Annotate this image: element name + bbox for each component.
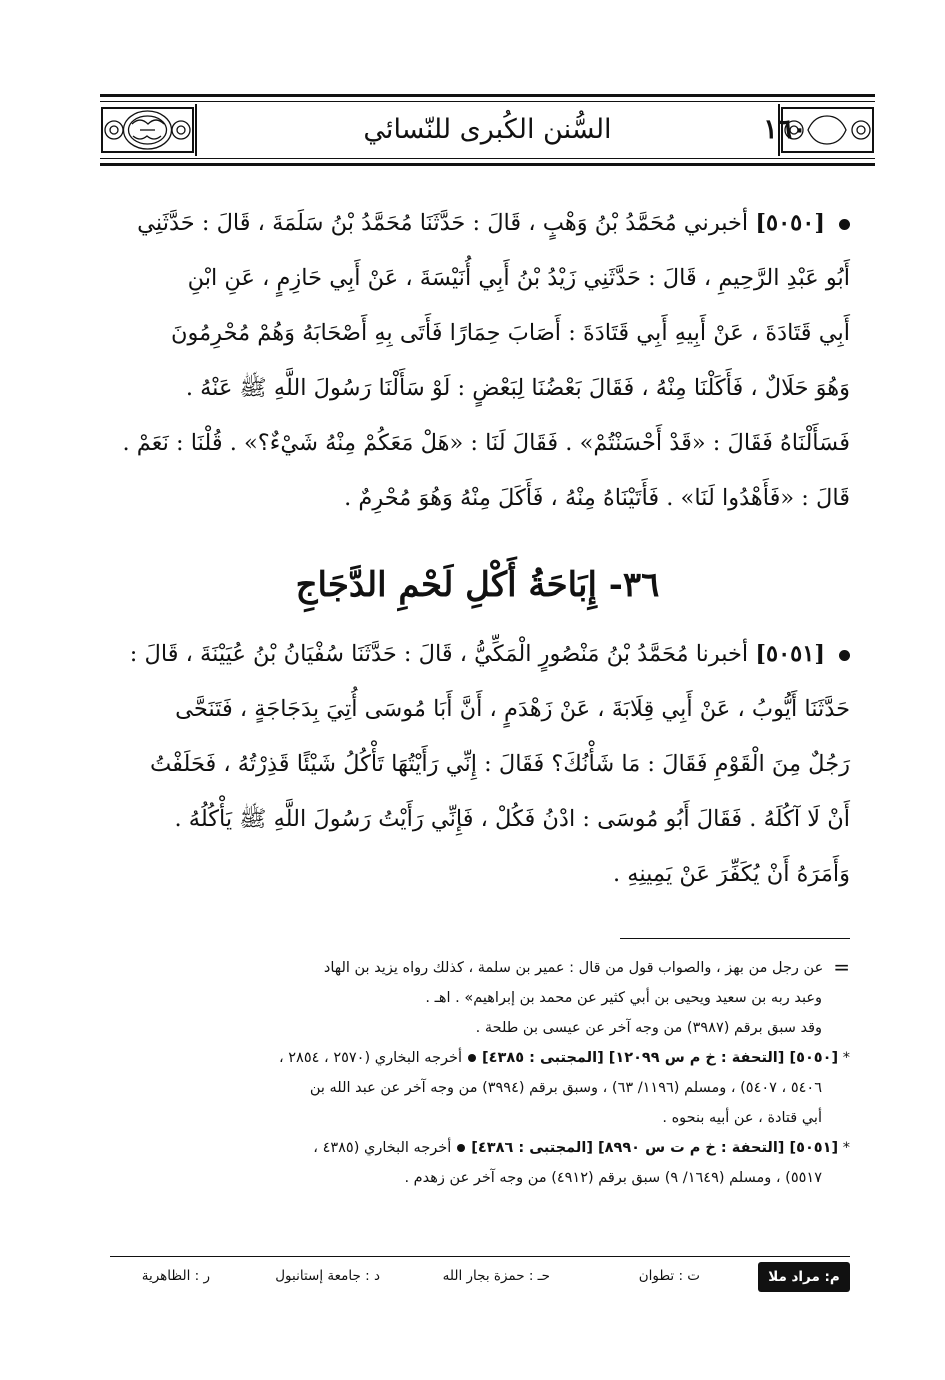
- ornament-medallion-icon: [100, 106, 195, 154]
- header-rule-top: [100, 94, 875, 97]
- footnote-line: وقد سبق برقم (٣٩٨٧) من وجه آخر عن عيسى بن طلحة .: [475, 1020, 822, 1036]
- footnote-separator: [620, 938, 850, 939]
- sigla-separator: [110, 1256, 850, 1257]
- hadith-line: قَالَ : «فَأَهْدُوا لَنَا» . فَأَتَيْنَاهُ مِنْهُ ، فَأَكَلَ مِنْهُ وَهُوَ مُحْرِمٌ .: [344, 485, 850, 511]
- bullet-icon: [839, 219, 850, 230]
- footnotes: [105, 952, 850, 1193]
- hadith-5051: [105, 627, 850, 902]
- hadith-5050: [105, 196, 850, 526]
- footnote-lead: [٥٠٥٠] [التحفة : خ م س ١٢٠٩٩] [المجتبى : ٤٣٨٥]: [482, 1050, 839, 1066]
- bullet-icon: [468, 1054, 476, 1062]
- footnote-text: أخرجه البخاري (٤٣٨٥ ،: [313, 1140, 452, 1156]
- hadith-line: [105, 627, 850, 682]
- hadith-number: [٥٠٥١]: [755, 641, 825, 667]
- footnote-lead: [٥٠٥١] [التحفة : خ م ت س ٨٩٩٠] [المجتبى : ٤٣٨٦]: [471, 1140, 839, 1156]
- star-mark: *: [842, 1140, 850, 1156]
- header-rule-top-inner: [100, 101, 875, 102]
- hadith-line: رَجُلٌ مِنَ الْقَوْمِ فَقَالَ : مَا شَأْنُكَ؟ فَقَالَ : إِنِّي رَأَيْتُهَا تَأْكُلُ شَيْئًا قَذِرْتُهُ ، فَحَلَفْتُ: [150, 751, 850, 777]
- hadith-line: وَأَمَرَهُ أَنْ يُكَفِّرَ عَنْ يَمِينِهِ .: [612, 861, 850, 887]
- hadith-number: [٥٠٥٠]: [755, 210, 825, 236]
- hadith-line: فَسَأَلْنَاهُ فَقَالَ : «قَدْ أَحْسَنْتُمْ» . فَقَالَ لَنَا : «هَلْ مَعَكُمْ مِنْهُ شَيْءٌ؟» . قُلْنَا : نَعَمْ .: [122, 430, 850, 456]
- header-divider-left: [195, 104, 197, 156]
- footnote-text: أخرجه البخاري (٢٥٧٠ ، ٢٨٥٤ ،: [278, 1050, 463, 1066]
- hadith-line: أَبِي قَتَادَةَ ، عَنْ أَبِيهِ أَبِي قَتَادَةَ : أَصَابَ حِمَارًا فَأَتَى بِهِ أَصْحَابَهُ وَهُمْ مُحْرِمُونَ: [170, 320, 850, 346]
- page-number: ١٦٠: [763, 114, 807, 145]
- book-title: السُّنن الكُبرى للنّسائي: [363, 114, 612, 145]
- footnote-5051: [105, 1133, 850, 1163]
- footnote-line: ٥٤٠٦ ، ٥٤٠٧) ، ومسلم (١١٩٦/ ٦٣) ، وسبق برقم (٣٩٩٤) من وجه آخر عن عبد الله بن: [309, 1080, 822, 1096]
- sigla-tag: م: مراد ملا: [758, 1262, 850, 1292]
- hadith-text: أخبرنا مُحَمَّدُ بْنُ مَنْصُورٍ الْمَكِّيُّ ، قَالَ : حَدَّثَنَا سُفْيَانُ بْنُ عُيَيْنَةَ ، قَالَ :: [129, 641, 749, 667]
- bullet-icon: [457, 1144, 465, 1152]
- continuation-mark: =: [833, 955, 850, 979]
- sigla-t: ت : تطوان: [638, 1268, 700, 1284]
- hadith-line: حَدَّثَنَا أَيُّوبُ ، عَنْ أَبِي قِلَابَةَ ، عَنْ زَهْدَمٍ ، أَنَّ أَبَا مُوسَى أُتِيَ بِدَجَاجَةٍ ، فَتَنَحَّى: [175, 696, 850, 722]
- hadith-text: أخبرني مُحَمَّدُ بْنُ وَهْبٍ ، قَالَ : حَدَّثَنَا مُحَمَّدُ بْنُ سَلَمَةَ ، قَالَ : حَدَّثَنِي: [137, 210, 749, 236]
- header-rule-bottom: [100, 163, 875, 166]
- manuscript-sigla: [105, 1262, 850, 1296]
- ornament-knot-icon: [780, 106, 875, 154]
- footnote-5050: [105, 1043, 850, 1073]
- footnote-line: ٥٥١٧) ، ومسلم (١٦٤٩/ ٩) سبق برقم (٤٩١٢) من وجه آخر عن زهدم .: [404, 1170, 822, 1186]
- header-rule-bottom-inner: [100, 158, 875, 159]
- sigla-h: حـ : حمزة بجار الله: [442, 1268, 550, 1284]
- footnote-text: عن رجل من بهز ، والصواب قول من قال : عمير بن سلمة ، كذلك رواه يزيد بن الهاد: [323, 960, 824, 976]
- footnote-line: [105, 952, 850, 983]
- star-mark: *: [842, 1050, 850, 1066]
- hadith-line: [105, 196, 850, 251]
- footnote-line: أبي قتادة ، عن أبيه بنحوه .: [662, 1110, 822, 1126]
- section-title: ٣٦- إِبَاحَةُ أَكْلِ لَحْمِ الدَّجَاجِ: [295, 565, 660, 605]
- bullet-icon: [839, 650, 850, 661]
- page-header: [100, 94, 875, 166]
- hadith-line: وَهُوَ حَلَالٌ ، فَأَكَلْنَا مِنْهُ ، فَقَالَ بَعْضُنَا لِبَعْضٍ : لَوْ سَأَلْنَا رَسُولَ اللَّهِ ﷺ عَنْهُ .: [185, 375, 850, 401]
- hadith-line: أَبُو عَبْدِ الرَّحِيمِ ، قَالَ : حَدَّثَنِي زَيْدُ بْنُ أَبِي أُنَيْسَةَ ، عَنْ أَبِي حَازِمٍ ، عَنِ ابْنِ: [187, 265, 850, 291]
- sigla-d: د : جامعة إستانبول: [275, 1268, 380, 1284]
- sigla-r: ر : الظاهرية: [141, 1268, 210, 1284]
- hadith-line: أَنْ لَا آكُلَهُ . فَقَالَ أَبُو مُوسَى : ادْنُ فَكُلْ ، فَإِنِّي رَأَيْتُ رَسُولَ اللَّهِ ﷺ يَأْكُلُهُ .: [174, 806, 850, 832]
- footnote-line: وعبد ربه بن سعيد ويحيى بن أبي كثير عن محمد بن إبراهيم» . اهـ .: [425, 990, 822, 1006]
